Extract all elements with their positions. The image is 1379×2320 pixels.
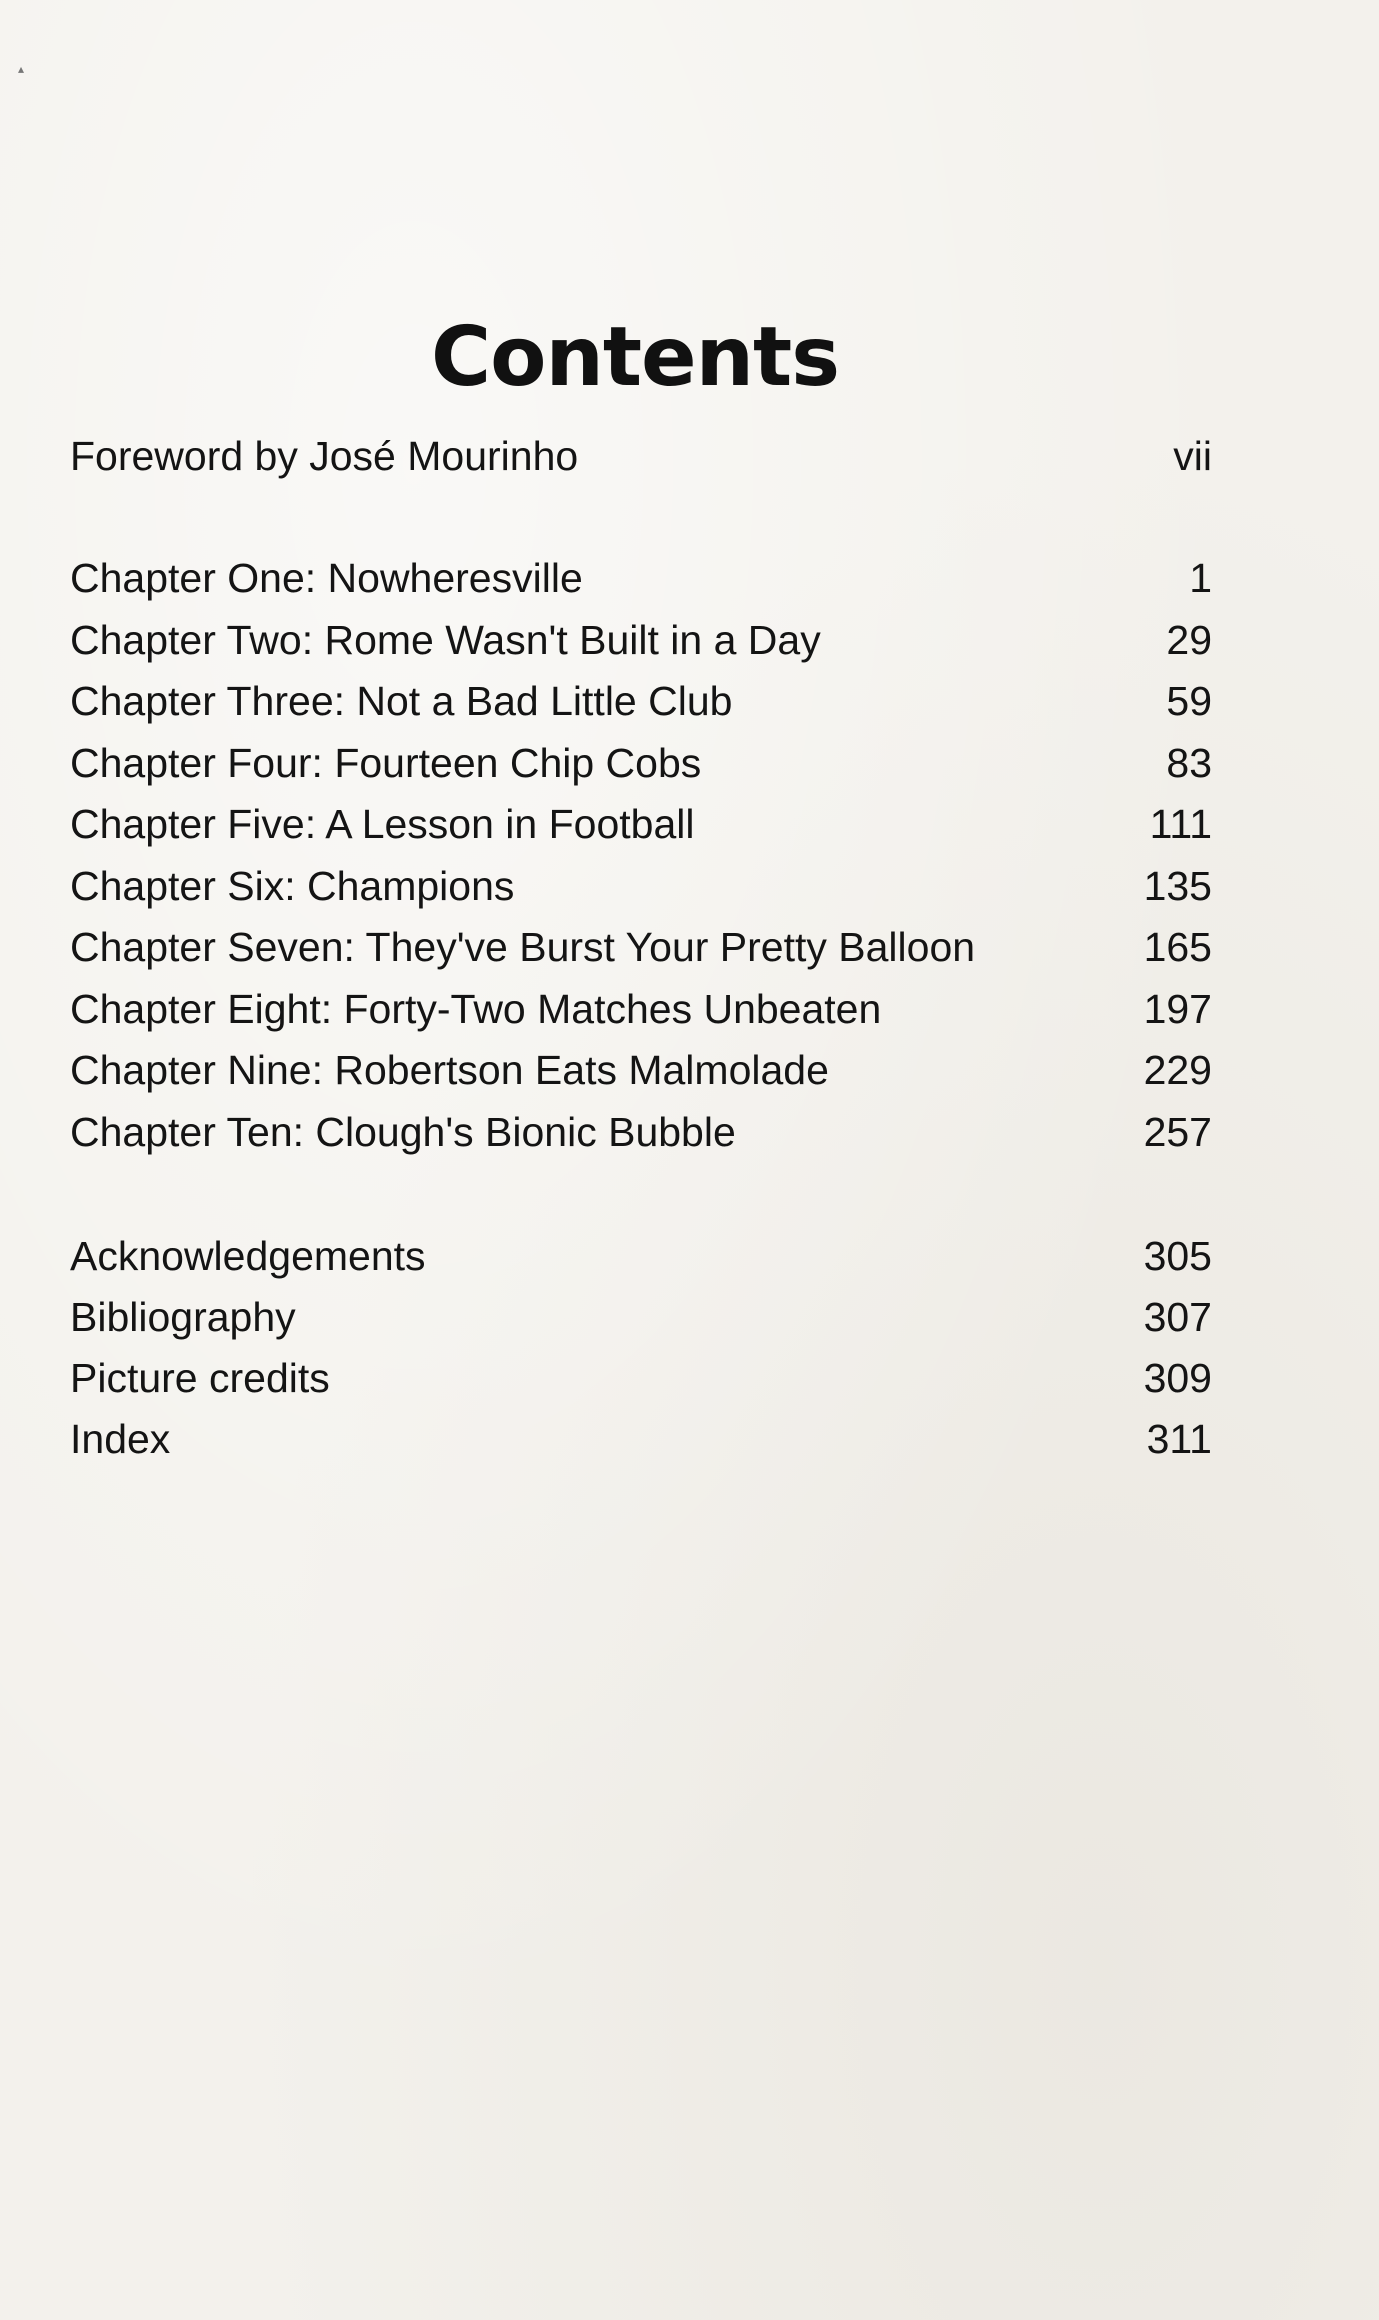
toc-entry-page: 83 xyxy=(1166,740,1212,786)
toc-entry-chapter-two xyxy=(70,612,1212,668)
toc-entry-label: Chapter Nine: Robertson Eats Malmolade xyxy=(70,1047,829,1093)
toc-entry-label: Foreword by José Mourinho xyxy=(70,433,579,479)
toc-entry-label: Chapter Three: Not a Bad Little Club xyxy=(70,678,733,724)
toc-entry-chapter-ten xyxy=(70,1104,1212,1160)
page-title: Contents xyxy=(430,309,840,405)
toc-entry-label: Index xyxy=(70,1416,171,1462)
toc-entry-chapter-three xyxy=(70,673,1212,729)
toc-entry-label: Chapter Seven: They've Burst Your Pretty Balloon xyxy=(70,924,976,970)
toc-entry-label: Chapter Five: A Lesson in Football xyxy=(70,801,695,847)
toc-entry-label: Chapter Two: Rome Wasn't Built in a Day xyxy=(70,617,821,663)
toc-entry-page: 1 xyxy=(1189,555,1212,601)
toc-entry-chapter-one xyxy=(70,550,1212,606)
toc-entry-page: vii xyxy=(1173,433,1212,479)
toc-entry-label: Chapter Four: Fourteen Chip Cobs xyxy=(70,740,702,786)
toc-entry-chapter-four xyxy=(70,735,1212,791)
toc-entry-page: 29 xyxy=(1166,617,1212,663)
toc-entry-page: 135 xyxy=(1143,863,1212,909)
toc-entry-page: 257 xyxy=(1143,1109,1212,1155)
toc-entry-chapter-nine xyxy=(70,1042,1212,1098)
toc-entry-page: 311 xyxy=(1146,1416,1212,1462)
toc-entry-page: 305 xyxy=(1143,1233,1212,1279)
toc-entry-page: 309 xyxy=(1143,1355,1212,1401)
corner-mark: ▴ xyxy=(18,62,25,76)
toc-entry-label: Bibliography xyxy=(70,1294,296,1340)
toc-entry-foreword xyxy=(70,428,1212,484)
toc-entry-page: 307 xyxy=(1143,1294,1212,1340)
toc-entry-picture-credits xyxy=(70,1350,1212,1406)
toc-entry-acknowledgements xyxy=(70,1228,1212,1284)
toc-entry-label: Picture credits xyxy=(70,1355,330,1401)
toc-entry-page: 111 xyxy=(1149,801,1212,847)
toc-entry-chapter-seven xyxy=(70,919,1212,975)
toc-entry-chapter-five xyxy=(70,796,1212,852)
toc-entry-label: Chapter Six: Champions xyxy=(70,863,515,909)
toc-entry-chapter-eight xyxy=(70,981,1212,1037)
toc-entry-label: Chapter One: Nowheresville xyxy=(70,555,583,601)
toc-entry-chapter-six xyxy=(70,858,1212,914)
toc-entry-page: 229 xyxy=(1143,1047,1212,1093)
toc-entry-index xyxy=(70,1411,1212,1467)
toc-entry-page: 197 xyxy=(1143,986,1212,1032)
toc-entry-label: Chapter Ten: Clough's Bionic Bubble xyxy=(70,1109,736,1155)
toc-entry-page: 59 xyxy=(1166,678,1212,724)
toc-entry-label: Acknowledgements xyxy=(70,1233,426,1279)
toc-entry-bibliography xyxy=(70,1289,1212,1345)
toc-entry-page: 165 xyxy=(1143,924,1212,970)
toc-entry-label: Chapter Eight: Forty-Two Matches Unbeaten xyxy=(70,986,882,1032)
